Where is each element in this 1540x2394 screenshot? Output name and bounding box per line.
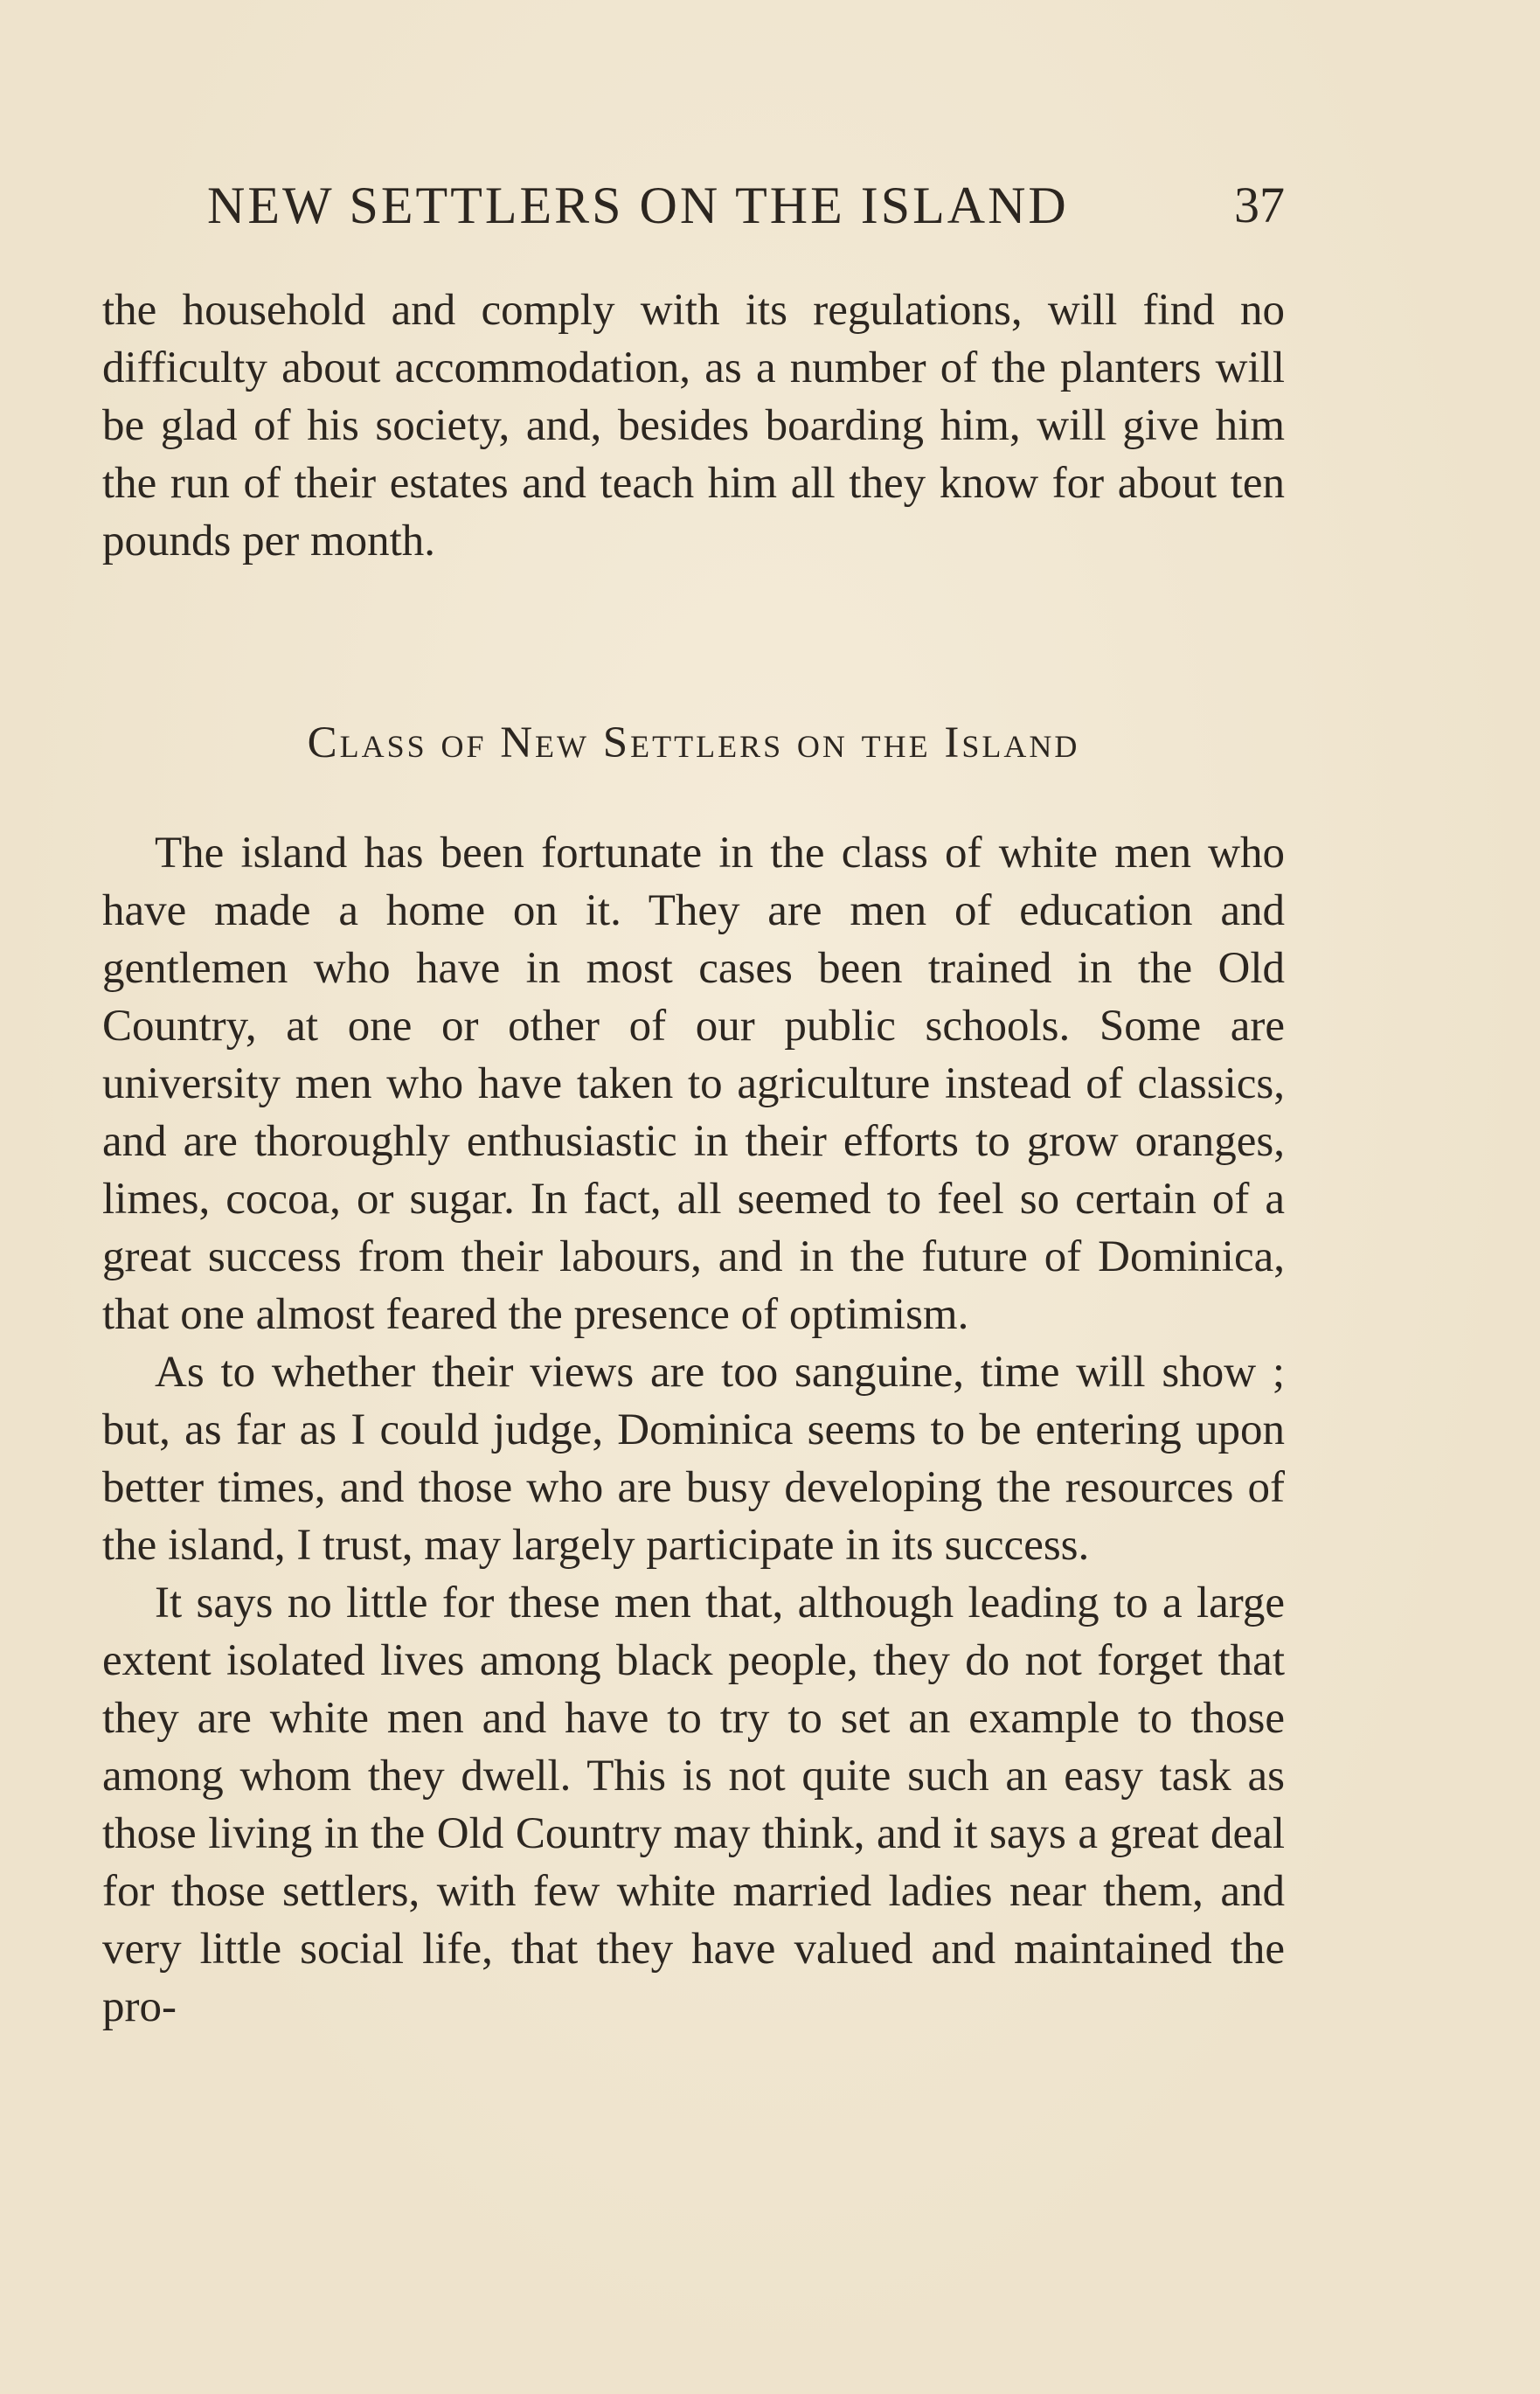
paragraph-1: The island has been fortunate in the class of white men who have made a home on it. They are men of education and gentlemen who have in most cases been trained in the Old Country, at one or other of our public schools. Some are university men who have taken to agriculture instead of classics, and are thoroughly enthusiastic in their efforts to grow oranges, limes, cocoa, or sugar. In fact, all seemed to feel so certain of a great success from their labours, and in the future of Dominica, that one almost feared the presence of optimism. (102, 829, 1285, 1339)
section-body (102, 824, 1285, 2036)
paragraph-2: As to whether their views are too sanguine, time will show ; but, as far as I could judge, Dominica seems to be entering upon better times, and those who are busy developing the resources of the island, I trust, may largely participate in its success. (102, 1348, 1285, 1570)
running-title: NEW SETTLERS ON THE ISLAND (207, 177, 1069, 234)
paragraph-3: It says no little for these men that, although leading to a large extent isolated lives among black people, they do not forget that they are white men and have to try to set an example to those among whom they dwell. This is not quite such an easy task as those living in the Old Country may think, and it says a great deal for those settlers, with few white married ladies near them, and very little social life, that they have valued and maintained the pro- (102, 1579, 1285, 2031)
page-number: 37 (1234, 177, 1285, 233)
continuation-paragraph: the household and comply with its regulations, will find no difficulty about accommodation, as a number of the planters will be glad of his society, and, besides boarding him, will give him the run of their estates and teach him all they know for about ten pounds per month. (102, 286, 1285, 566)
section-heading: Class of New Settlers on the Island (307, 718, 1080, 767)
continuation-paragraph-block (102, 281, 1285, 570)
running-head (102, 170, 1285, 240)
